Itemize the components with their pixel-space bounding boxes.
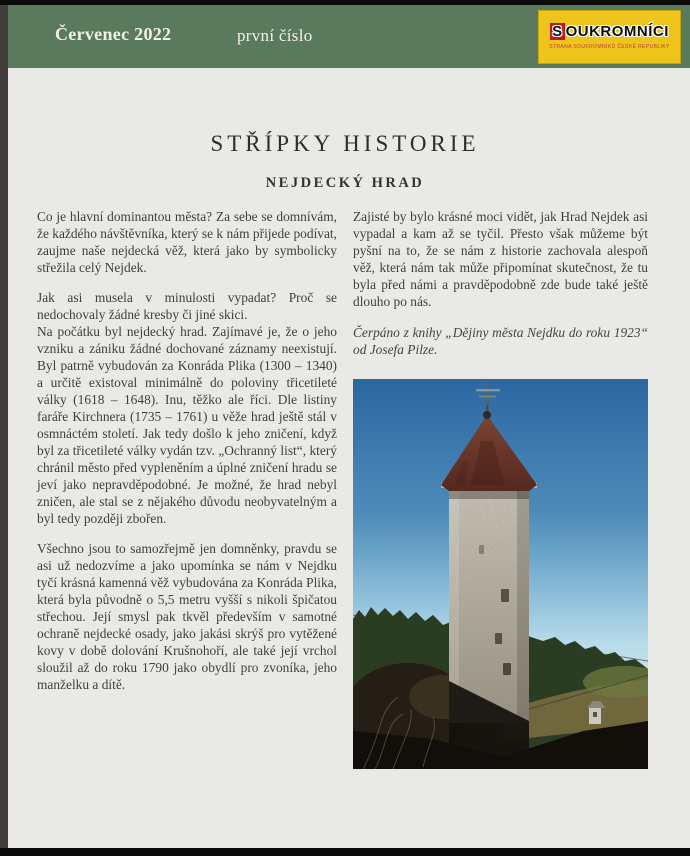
source-citation: Čerpáno z knihy „Dějiny města Nejdku do roku 1923“ od Josefa Pilze. [353, 325, 648, 357]
logo-tagline: STRANA SOUKROMNÍKŮ ČESKÉ REPUBLIKY [549, 43, 670, 50]
paragraph: Co je hlavní dominantou města? Za sebe se domnívám, že každého návštěvníka, který se k nám přijede podívat, zaujme naše nejdecká věž, která jako by symbolicky střežila celý Nejdek. [37, 209, 337, 275]
logo-initial: S [552, 23, 563, 41]
right-column [353, 208, 648, 769]
page-frame-left [0, 0, 8, 856]
tower-window [501, 589, 509, 602]
paragraph: Zajisté by bylo krásné moci vidět, jak Hrad Nejdek asi vypadal a kam až se tyčil. Přesto však můžeme být pyšní na to, že se nám z historie zachovala alespoň věž, která nám tak může připomínat skutečnost, že tu byla před námi a pravděpodobně zde bude také ještě dlouho po nás. [353, 209, 648, 309]
paragraph: Jak asi musela v minulosti vypadat? Proč se nedochovaly žádné kresby či jiné skici. [37, 290, 337, 322]
roof-finial [483, 411, 491, 419]
tower-window [479, 545, 484, 554]
page-subtitle: NEJDECKÝ HRAD [265, 175, 425, 191]
logo-title-text: OUKROMNÍCI [565, 23, 669, 41]
article-body [37, 208, 653, 769]
roof-cross-icon [476, 389, 500, 391]
tower-window [495, 633, 502, 644]
page-frame-bottom [0, 848, 690, 856]
roof-cross-icon [486, 383, 488, 405]
masthead [8, 5, 690, 68]
tower-window [503, 663, 511, 675]
left-column [37, 208, 337, 769]
roof-cross-icon [479, 396, 496, 398]
paragraph: Všechno jsou to samozřejmě jen domněnky, pravdu se asi už nedozvíme a jako upomínka se nám v Nejdku tyčí krásná kamenná věž vybudována za Konráda Plika, která byla původně o 5,5 metru vyšší s nikoli špičatou střechou. Její smysl pak tkvěl především v samotné ochraně nejdecké osady, jako jakási skrýš pro vytěžené kovy v době dolování Krušnohoří, ale také její vrchol sloužil až do roku 1790 jako obydlí pro zvoníka, jeho manželku a dítě. [37, 541, 337, 692]
tower-photo [353, 379, 648, 769]
paragraph: Na počátku byl nejdecký hrad. Zajímavé je, že o jeho vzniku a zániku žádné dochované záznamy neexistují. Byl patrně vybudován za Konráda Plika (1300 – 1340) a určitě existoval minimálně do poloviny třicetileté války (1618 – 1648). Inu, těžko ale říci. Dle listiny faráře Kirchnera (1735 – 1761) u věže hrad ještě stál v osmnáctém století. Jak tedy došlo k jeho zničení, když byl za třicetileté války vydán tzv. „Ochranný list“, který chránil město před vypleněním a úplné zničení hradu se jeví jako nepravděpodobné. Je možné, že hrad nebyl zničen, ale stal se z nějakého důvodu neobyvatelným a byl tedy později zbořen. [37, 324, 337, 526]
soukromnici-logo [538, 10, 681, 64]
masthead-issue-label: první číslo [237, 26, 313, 45]
masthead-date: Červenec 2022 [55, 24, 172, 44]
logo-title [550, 24, 669, 41]
page-title: STŘÍPKY HISTORIE [210, 131, 480, 156]
